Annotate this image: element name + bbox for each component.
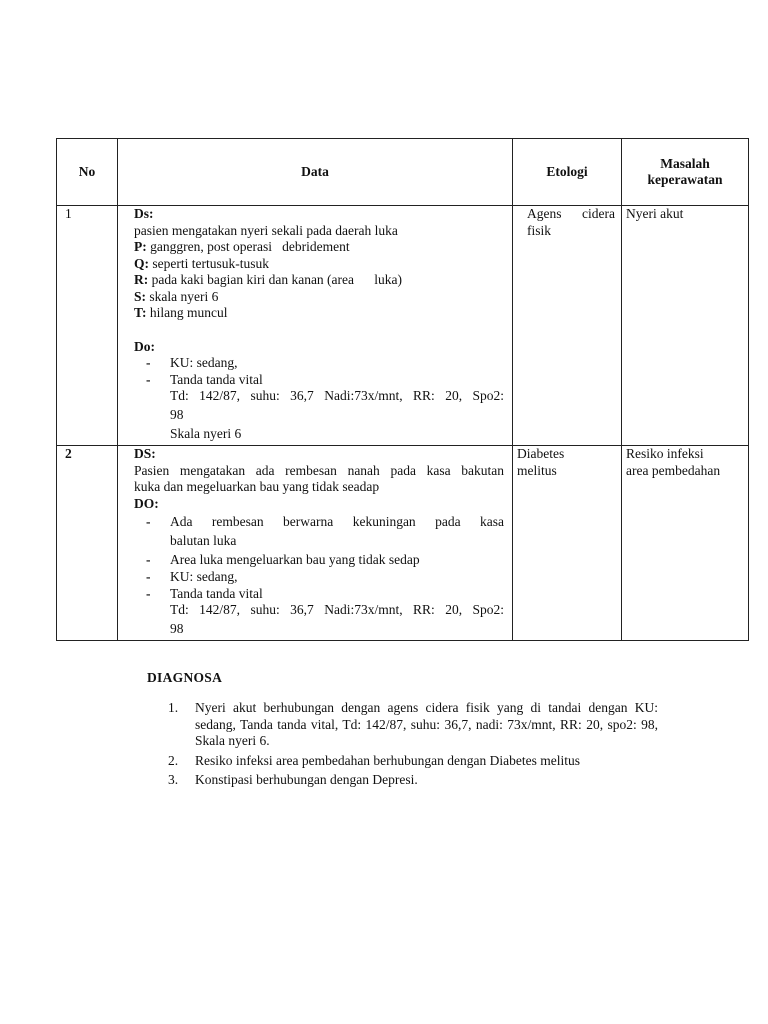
header-masalah: Masalah keperawatan [622, 139, 749, 206]
row-masalah: Nyeri akut [622, 206, 749, 446]
row-etiologi: Diabetes melitus [513, 446, 622, 641]
header-no: No [57, 139, 118, 206]
header-etiologi: Etologi [513, 139, 622, 206]
list-item: - Ada rembesan berwarna kekuningan pada kasa balutan luka [146, 514, 504, 548]
list-item: - KU: sedang, [146, 569, 238, 584]
list-item: 1. Nyeri akut berhubungan dengan agens cidera fisik yang di tandai dengan KU: sedang, Tanda tanda vital, Td: 142/87, suhu: 36,7, nadi: 73x/mnt, RR: 20, spo2: 98, Skala nyeri 6. [168, 700, 658, 748]
diagnosa-heading: DIAGNOSA [147, 670, 223, 685]
do-list [134, 355, 504, 388]
list-item: 3. Konstipasi berhubungan dengan Depresi. [168, 772, 418, 787]
do-list [134, 512, 504, 602]
row-data-cell: Ds: pasien mengatakan nyeri sekali pada daerah luka P: ganggren, post operasi debridement Q: seperti tertusuk-tusuk R: pada kaki bagian kiri dan kanan (area luka) S: skala nyeri 6 T: hilang muncul Do: - KU: sedang, - Tanda tanda vital Td: 142/87, suhu: 36,7 Nadi:73x/mnt, RR: 20, Spo2: 98 Skala nyeri 6 [118, 206, 513, 446]
row-etiologi: Agens cidera fisik [513, 206, 622, 446]
header-data: Data [118, 139, 513, 206]
list-item: - Tanda tanda vital [146, 371, 263, 387]
list-item: - KU: sedang, [146, 355, 238, 370]
table-header-row [57, 139, 749, 206]
list-item: - Area luka mengeluarkan bau yang tidak sedap [146, 552, 420, 567]
list-item: - Tanda tanda vital [146, 585, 263, 601]
table-row [57, 206, 749, 446]
nursing-care-table [56, 138, 749, 641]
row-number: 2 [57, 446, 118, 641]
list-item: 2. Resiko infeksi area pembedahan berhubungan dengan Diabetes melitus [168, 752, 581, 768]
row-number: 1 [57, 206, 118, 446]
diagnosa-list [162, 700, 658, 792]
row-masalah: Resiko infeksi area pembedahan [622, 446, 749, 641]
row-data-cell: DS: Pasien mengatakan ada rembesan nanah pada kasa bakutan kuka dan megeluarkan bau yang tidak seadap DO: - Ada rembesan berwarna kekuningan pada kasa balutan luka - Area luka mengeluarkan bau yang tidak sedap - KU: sedang, - Tanda tanda vital Td: 142/87, suhu: 36,7 Nadi:73x/mnt, RR: 20, Spo2: 98 [118, 446, 513, 641]
table-row [57, 446, 749, 641]
